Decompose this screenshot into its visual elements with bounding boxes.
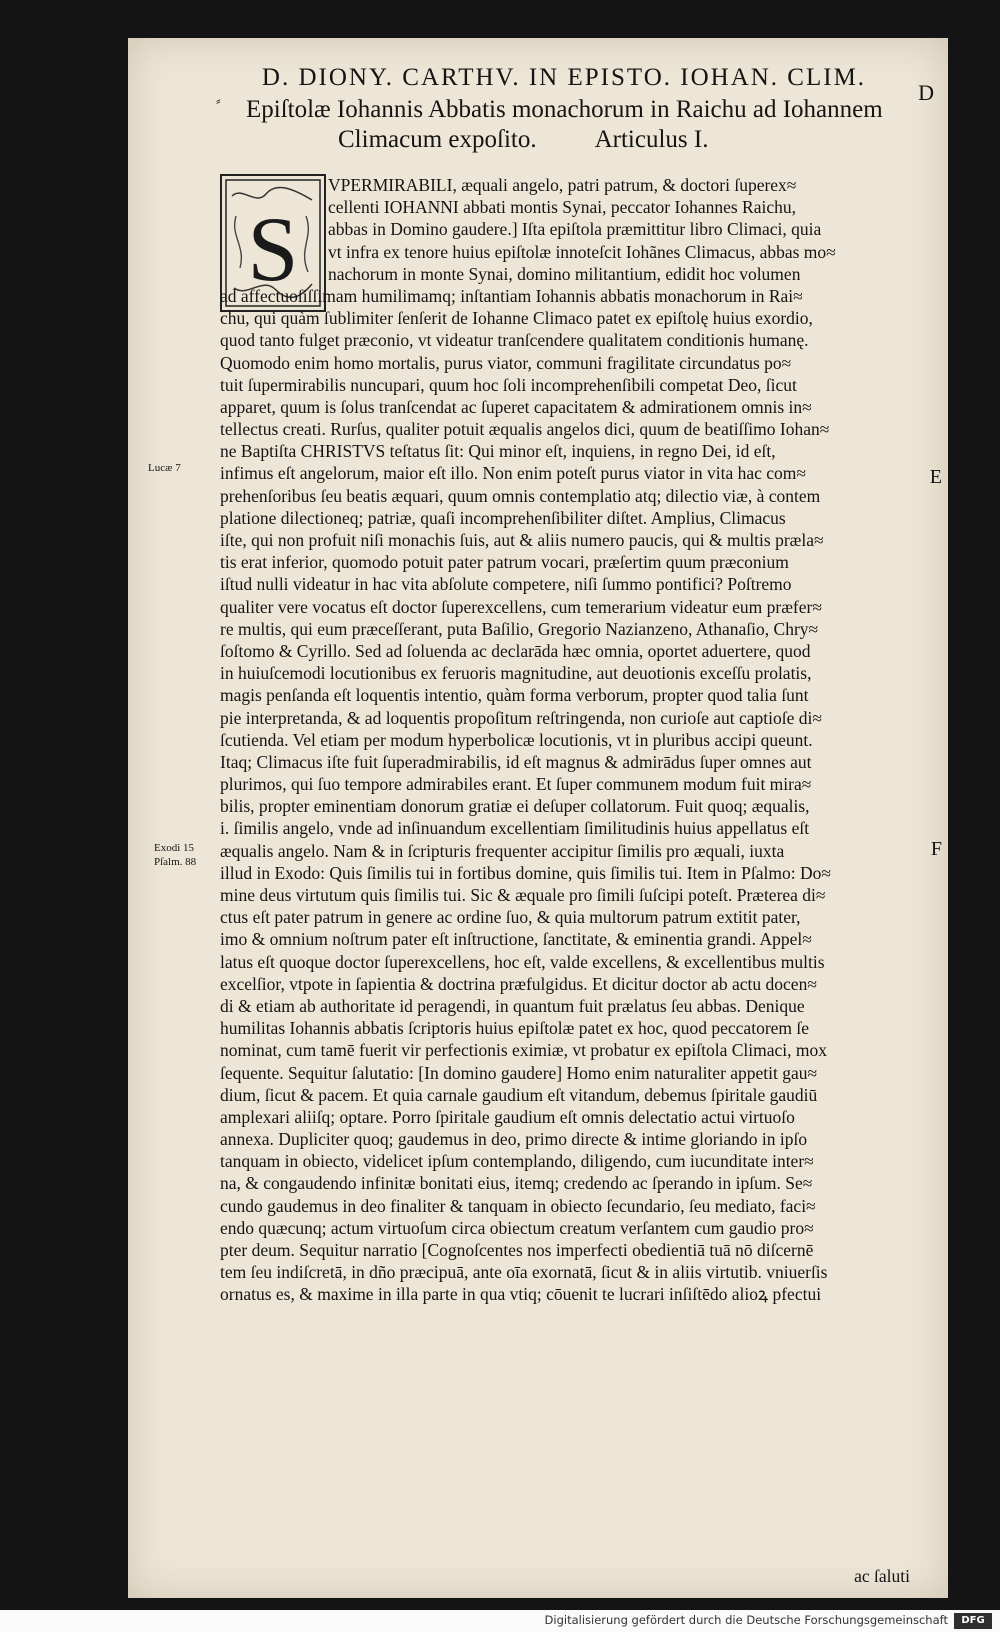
- footer-bar: [0, 1610, 1000, 1632]
- side-letter-f: F: [930, 838, 942, 860]
- text-line: endo quæcunq; actum virtuoſum circa obiectum creatum verſantem cum gaudio pro≈: [220, 1217, 814, 1238]
- text-line: chu, qui quàm ſublimiter ſenſerit de Iohanne Climaco patet ex epiſtolę huius exordio,: [220, 308, 813, 329]
- text-line: bilis, propter eminentiam donorum gratiæ ei deſuper collatorum. Fuit quoq; æqualis,: [220, 796, 810, 817]
- printers-mark: ⸗: [216, 94, 221, 109]
- text-line: Quomodo enim homo mortalis, purus viator, communi fragilitate circundatus po≈: [220, 352, 792, 373]
- text-line: quod tanto fulget præconio, vt videatur tranſcendere qualitatem conditionis humanę.: [220, 330, 809, 351]
- side-letter-e: E: [929, 466, 942, 488]
- text-line: tem ſeu indiſcretā, in dño præcipuā, ante oīa exornatā, ſicut & in aliis virtutib. vniuerſis: [220, 1262, 828, 1283]
- text-line: ornatus es, & maxime in illa parte in qua vtiq; cōuenit te lucrari inſiſtēdo alioꝝ pfectui: [220, 1284, 822, 1305]
- text-line: plurimos, qui ſuo tempore admirabiles erant. Et ſuper communem modum fuit mira≈: [220, 774, 812, 795]
- text-line: magis penſanda eſt loquentis intentio, quàm forma verborum, propter quod talia ſunt: [220, 685, 809, 706]
- text-line: ctus eſt pater patrum in genere ac ordine ſuo, & quia multorum patrum extitit pater,: [220, 907, 801, 928]
- text-line: illud in Exodo: Quis ſimilis tui in fortibus domine, quis ſimilis tui. Item in Pſalmo: Do≈: [220, 862, 831, 883]
- text-line: æqualis angelo. Nam & in ſcripturis frequenter accipitur ſimilis pro æquali, iuxta: [220, 840, 785, 861]
- text-line: pie interpretanda, & ad loquentis propoſitum reſtringenda, non curioſe aut captioſe di≈: [220, 707, 822, 728]
- text-line: tanquam in obiecto, videlicet ipſum contemplando, diligendo, cum iucunditate inter≈: [220, 1151, 814, 1172]
- text-line: vt infra ex tenore huius epiſtolæ innoteſcit Iohãnes Climacus, abbas mo≈: [328, 241, 836, 262]
- text-line: iſtud nulli videatur in hac vita abſolute competere, niſi ſummo pontifici? Poſtremo: [220, 574, 792, 595]
- text-line: ſoſtomo & Cyrillo. Sed ad ſoluenda ac declarāda hæc omnia, oportet aduertere, quod: [220, 640, 811, 661]
- text-line: ne Baptiſta CHRISTVS teſtatus ſit: Qui minor eſt, inquiens, in regno Dei, id eſt,: [220, 441, 776, 462]
- text-line: na, & congaudendo infinitæ bonitati eius, itemq; credendo ac ſperando in ipſum. Se≈: [220, 1173, 813, 1194]
- signature-mark: D: [918, 80, 934, 105]
- margin-note-psalm: Pſalm. 88: [154, 856, 197, 868]
- funding-credit: Digitalisierung gefördert durch die Deutsche Forschungsgemeinschaft: [544, 1613, 948, 1627]
- text-line: in huiuſcemodi locutionibus ex feruoris magnitudine, aut deuotionis exceſſu prolatis,: [220, 663, 812, 684]
- text-line: pter deum. Sequitur narratio [Cognoſcentes nos imperfecti obedientiā tuā nō diſcernē: [220, 1240, 814, 1260]
- page-subtitle: [338, 126, 918, 154]
- margin-note-exodus: Exodi 15: [154, 842, 195, 854]
- text-line: nominat, cum tamē fuerit vir perfectionis eximiæ, vt probatur ex epiſtola Climaci, mox: [220, 1040, 827, 1061]
- text-line: imo & omnium noſtrum pater eſt inſtructione, ſanctitate, & eminentia grandi. Appel≈: [220, 929, 812, 950]
- catchword: ac ſaluti: [854, 1566, 910, 1586]
- text-line: iſte, qui non profuit niſi monachis ſuis, aut & aliis numero paucis, qui & multis præla≈: [220, 530, 824, 550]
- text-line: annexa. Dupliciter quoq; gaudemus in deo, primo directe & intime gloriando in ipſo: [220, 1129, 808, 1150]
- dfg-logo: DFG: [954, 1613, 992, 1629]
- subtitle-text: Climacum expoſito.: [338, 126, 537, 153]
- text-line: prehenſoribus ſeu beatis æquari, quum omnis contemplatio atq; dilectio viæ, à contem: [220, 485, 821, 506]
- text-line: apparet, quum is ſolus tranſcendat ac ſuperet capacitatem & admirationem omnis in≈: [220, 396, 812, 417]
- text-line: excelſior, vtpote in ſapientia & doctrina præfulgidus. Et dicitur doctor ab actu docen≈: [220, 973, 817, 994]
- main-text: [220, 174, 910, 1306]
- text-line: dium, ſicut & pacem. Et quia carnale gaudium eſt vitandum, debemus ſpiritale gaudiū: [220, 1084, 818, 1105]
- text-line: tellectus creati. Rurſus, qualiter potuit æqualis angelos dici, quum de beatiſſimo Iohan≈: [220, 419, 830, 440]
- text-line: platione dilectioneq; patriæ, quaſi incomprehenſibiliter diſtet. Amplius, Climacus: [220, 507, 786, 528]
- text-line: qualiter vere vocatus eſt doctor ſuperexcellens, cum temerarium videatur eum præfer≈: [220, 596, 822, 617]
- text-line: infimus eſt angelorum, maior eſt illo. Non enim poteſt purus viator in vita hac com≈: [220, 463, 807, 484]
- text-line: ſcutienda. Vel etiam per modum hyperbolicæ locutionis, vt in pluribus accipi queunt.: [220, 729, 813, 750]
- running-head: D. DIONY. CARTHV. IN EPISTO. IOHAN. CLIM.: [261, 64, 867, 91]
- text-line: ſequente. Sequitur ſalutatio: [In domino gaudere] Homo enim naturaliter appetit gau≈: [220, 1062, 818, 1083]
- text-line: VPERMIRABILI, æquali angelo, patri patrum, & doctori ſuperex≈: [328, 175, 797, 195]
- text-line: i. ſimilis angelo, vnde ad inſinuandum excellentiam ſimilitudinis huius appellatus eſt: [220, 818, 810, 839]
- article-heading: Articulus I.: [594, 126, 709, 153]
- text-line: abbas in Domino gaudere.] Iſta epiſtola præmittitur libro Climaci, quia: [328, 219, 822, 240]
- text-line: latus eſt quoque doctor ſuperexcellens, hoc eſt, valde excellens, & excellentibus multis: [220, 951, 825, 972]
- book-page: [128, 38, 948, 1598]
- dropcap-letter: S: [247, 198, 299, 300]
- text-line: re multis, qui eum præceſſerant, puta Baſilio, Gregorio Nazianzeno, Athanaſio, Chry≈: [220, 618, 819, 639]
- text-line: di & etiam ab authoritate id peragendi, in quantum fuit prælatus ſeu abbas. Denique: [220, 995, 805, 1016]
- page-title: Epiſtolæ Iohannis Abbatis monachorum in Raichu ad Iohannem: [246, 96, 883, 123]
- margin-note-luke: Lucæ 7: [148, 462, 181, 474]
- text-line: Itaq; Climacus iſte fuit ſuperadmirabilis, id eſt magnus & admirādus ſuper omnes aut: [220, 751, 812, 772]
- text-line: tis erat inferior, quomodo potuit pater patrum vocari, præſertim quum præconium: [220, 552, 789, 573]
- text-line: humilitas Iohannis abbatis ſcriptoris huius epiſtolæ patet ex hoc, quod peccatorem ſe: [220, 1018, 810, 1039]
- text-line: amplexari aliiſq; optare. Porro ſpiritale gaudium eſt omnis delectatio actui virtuoſo: [220, 1106, 795, 1127]
- text-line: cellenti IOHANNI abbati montis Synai, peccator Iohannes Raichu,: [328, 197, 796, 218]
- text-line: ad affectuoſiſſimam humilimamq; inſtantiam Iohannis abbatis monachorum in Rai≈: [220, 285, 803, 306]
- text-line: nachorum in monte Synai, domino militantium, edidit hoc volumen: [328, 263, 801, 284]
- text-line: cundo gaudemus in deo finaliter & tanquam in obiecto ſecundario, ſeu mediato, faci≈: [220, 1195, 816, 1216]
- text-line: mine deus virtutum quis ſimilis tui. Sic & æquale pro ſimili ſuſcipi poteſt. Præterea di≈: [220, 885, 826, 905]
- text-line: tuit ſupermirabilis nuncupari, quum hoc ſoli incomprehenſibili competat Deo, ſicut: [220, 374, 797, 395]
